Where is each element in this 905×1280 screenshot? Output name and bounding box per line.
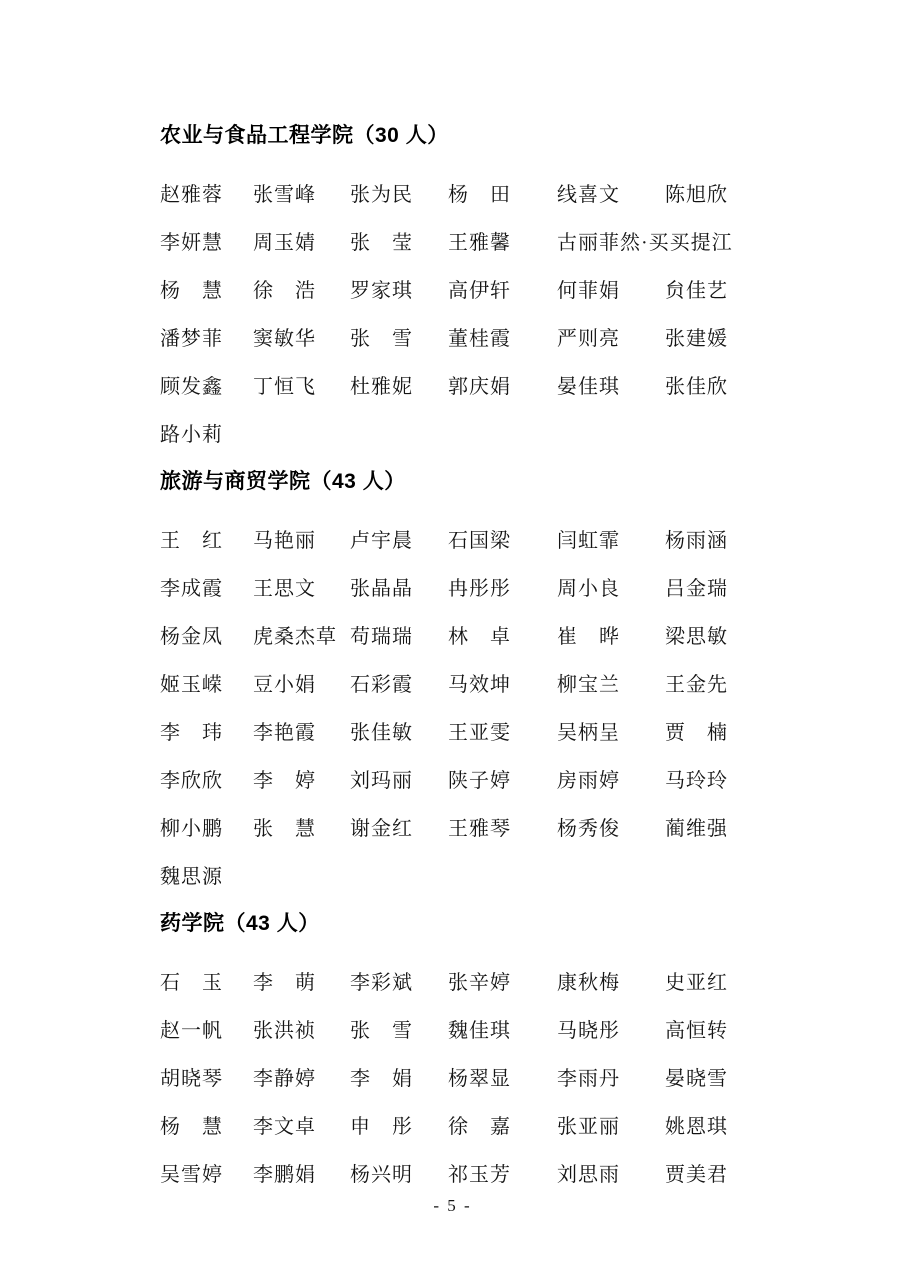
name-cell: 崔 晔 (557, 625, 620, 648)
name-cell: 史亚红 (665, 971, 728, 994)
name-cell: 丁恒飞 (253, 375, 316, 398)
name-cell: 吕金瑞 (665, 577, 728, 600)
name-list (160, 168, 752, 456)
name-cell: 杜雅妮 (350, 375, 413, 398)
name-cell: 李妍慧 (160, 231, 223, 254)
name-cell: 王 红 (160, 529, 223, 552)
name-cell: 晏晓雪 (665, 1067, 728, 1090)
name-cell: 王亚雯 (448, 721, 511, 744)
name-cell: 柳小鹏 (160, 817, 223, 840)
name-cell: 吴雪婷 (160, 1163, 223, 1186)
name-cell: 张 莹 (350, 231, 413, 254)
name-row (160, 1100, 752, 1148)
name-cell: 张 雪 (350, 327, 413, 350)
name-row (160, 168, 752, 216)
name-row (160, 216, 752, 264)
name-cell: 梁思敏 (665, 625, 728, 648)
name-cell: 陈旭欣 (665, 183, 728, 206)
name-row (160, 610, 752, 658)
name-cell: 窦敏华 (253, 327, 316, 350)
name-cell: 李静婷 (253, 1067, 316, 1090)
name-cell: 杨翠显 (448, 1067, 511, 1090)
name-cell: 王思文 (253, 577, 316, 600)
name-cell: 张晶晶 (350, 577, 413, 600)
name-row (160, 1004, 752, 1052)
name-cell: 张 雪 (350, 1019, 413, 1042)
name-cell: 李 萌 (253, 971, 316, 994)
name-cell: 马晓彤 (557, 1019, 620, 1042)
name-cell: 赵雅蓉 (160, 183, 223, 206)
document-content (160, 120, 752, 1196)
name-cell: 晏佳琪 (557, 375, 620, 398)
name-cell: 杨雨涵 (665, 529, 728, 552)
name-list (160, 956, 752, 1196)
name-row (160, 658, 752, 706)
name-cell: 杨秀俊 (557, 817, 620, 840)
name-cell: 高恒转 (665, 1019, 728, 1042)
name-cell: 林 卓 (448, 625, 511, 648)
name-cell: 蔺维强 (665, 817, 728, 840)
name-row (160, 956, 752, 1004)
name-cell: 徐 浩 (253, 279, 316, 302)
name-cell: 闫虹霏 (557, 529, 620, 552)
section-heading: 农业与食品工程学院（30 人） (160, 124, 449, 147)
name-cell: 房雨婷 (557, 769, 620, 792)
name-row (160, 850, 752, 898)
name-row (160, 562, 752, 610)
name-cell: 郭庆娟 (448, 375, 511, 398)
section-pharmacy (160, 908, 752, 1196)
name-cell: 李彩斌 (350, 971, 413, 994)
name-cell: 周小良 (557, 577, 620, 600)
name-cell: 潘梦菲 (160, 327, 223, 350)
name-cell: 徐 嘉 (448, 1115, 511, 1138)
name-cell: 李艳霞 (253, 721, 316, 744)
name-cell: 贾 楠 (665, 721, 728, 744)
name-cell: 李雨丹 (557, 1067, 620, 1090)
name-cell: 线喜文 (557, 183, 620, 206)
name-cell: 冉彤彤 (448, 577, 511, 600)
name-cell: 杨 慧 (160, 279, 223, 302)
name-cell: 马玲玲 (665, 769, 728, 792)
name-row (160, 408, 752, 456)
name-cell: 马效坤 (448, 673, 511, 696)
name-row (160, 802, 752, 850)
name-cell: 张亚丽 (557, 1115, 620, 1138)
section-agriculture-food-engineering (160, 120, 752, 456)
section-heading: 药学院（43 人） (160, 912, 320, 935)
name-cell: 豆小娟 (253, 673, 316, 696)
name-cell: 杨兴明 (350, 1163, 413, 1186)
section-heading: 旅游与商贸学院（43 人） (160, 470, 406, 493)
name-cell: 古丽菲然·买买提江 (557, 231, 733, 254)
name-row (160, 360, 752, 408)
name-cell: 姬玉嵘 (160, 673, 223, 696)
name-cell: 陕子婷 (448, 769, 511, 792)
name-row (160, 312, 752, 360)
name-cell: 杨 慧 (160, 1115, 223, 1138)
name-cell: 李 娟 (350, 1067, 413, 1090)
name-cell: 申 彤 (350, 1115, 413, 1138)
name-cell: 张辛婷 (448, 971, 511, 994)
name-cell: 杨 田 (448, 183, 511, 206)
name-cell: 石国梁 (448, 529, 511, 552)
name-cell: 李 玮 (160, 721, 223, 744)
name-cell: 石彩霞 (350, 673, 413, 696)
name-row (160, 706, 752, 754)
name-cell: 张建媛 (665, 327, 728, 350)
name-cell: 康秋梅 (557, 971, 620, 994)
name-cell: 张佳欣 (665, 375, 728, 398)
name-cell: 谢金红 (350, 817, 413, 840)
name-cell: 张为民 (350, 183, 413, 206)
name-cell: 李鹏娟 (253, 1163, 316, 1186)
name-row (160, 514, 752, 562)
name-cell: 柳宝兰 (557, 673, 620, 696)
name-cell: 李文卓 (253, 1115, 316, 1138)
name-cell: 董桂霞 (448, 327, 511, 350)
name-row (160, 1148, 752, 1196)
name-cell: 魏佳琪 (448, 1019, 511, 1042)
name-cell: 马艳丽 (253, 529, 316, 552)
name-cell: 严则亮 (557, 327, 620, 350)
name-cell: 王雅琴 (448, 817, 511, 840)
name-cell: 贠佳艺 (665, 279, 728, 302)
name-cell: 刘思雨 (557, 1163, 620, 1186)
name-cell: 张洪祯 (253, 1019, 316, 1042)
name-cell: 路小莉 (160, 423, 223, 446)
name-cell: 何菲娟 (557, 279, 620, 302)
page-number: - 5 - (433, 1196, 472, 1215)
name-cell: 吴柄呈 (557, 721, 620, 744)
name-cell: 王雅馨 (448, 231, 511, 254)
name-cell: 周玉婧 (253, 231, 316, 254)
name-cell: 杨金凤 (160, 625, 223, 648)
name-cell: 罗家琪 (350, 279, 413, 302)
name-cell: 卢宇晨 (350, 529, 413, 552)
name-list (160, 514, 752, 898)
name-cell: 虎桑杰草 (253, 625, 337, 648)
name-cell: 赵一帆 (160, 1019, 223, 1042)
name-cell: 姚恩琪 (665, 1115, 728, 1138)
name-cell: 李欣欣 (160, 769, 223, 792)
name-cell: 王金先 (665, 673, 728, 696)
name-cell: 李 婷 (253, 769, 316, 792)
name-cell: 祁玉芳 (448, 1163, 511, 1186)
name-cell: 李成霞 (160, 577, 223, 600)
name-row (160, 1052, 752, 1100)
name-cell: 苟瑞瑞 (350, 625, 413, 648)
name-cell: 顾发鑫 (160, 375, 223, 398)
name-row (160, 264, 752, 312)
section-tourism-commerce (160, 466, 752, 898)
name-cell: 张 慧 (253, 817, 316, 840)
name-cell: 贾美君 (665, 1163, 728, 1186)
name-cell: 高伊轩 (448, 279, 511, 302)
name-cell: 胡晓琴 (160, 1067, 223, 1090)
name-cell: 石 玉 (160, 971, 223, 994)
name-cell: 刘玛丽 (350, 769, 413, 792)
name-cell: 魏思源 (160, 865, 223, 888)
name-row (160, 754, 752, 802)
name-cell: 张佳敏 (350, 721, 413, 744)
name-cell: 张雪峰 (253, 183, 316, 206)
